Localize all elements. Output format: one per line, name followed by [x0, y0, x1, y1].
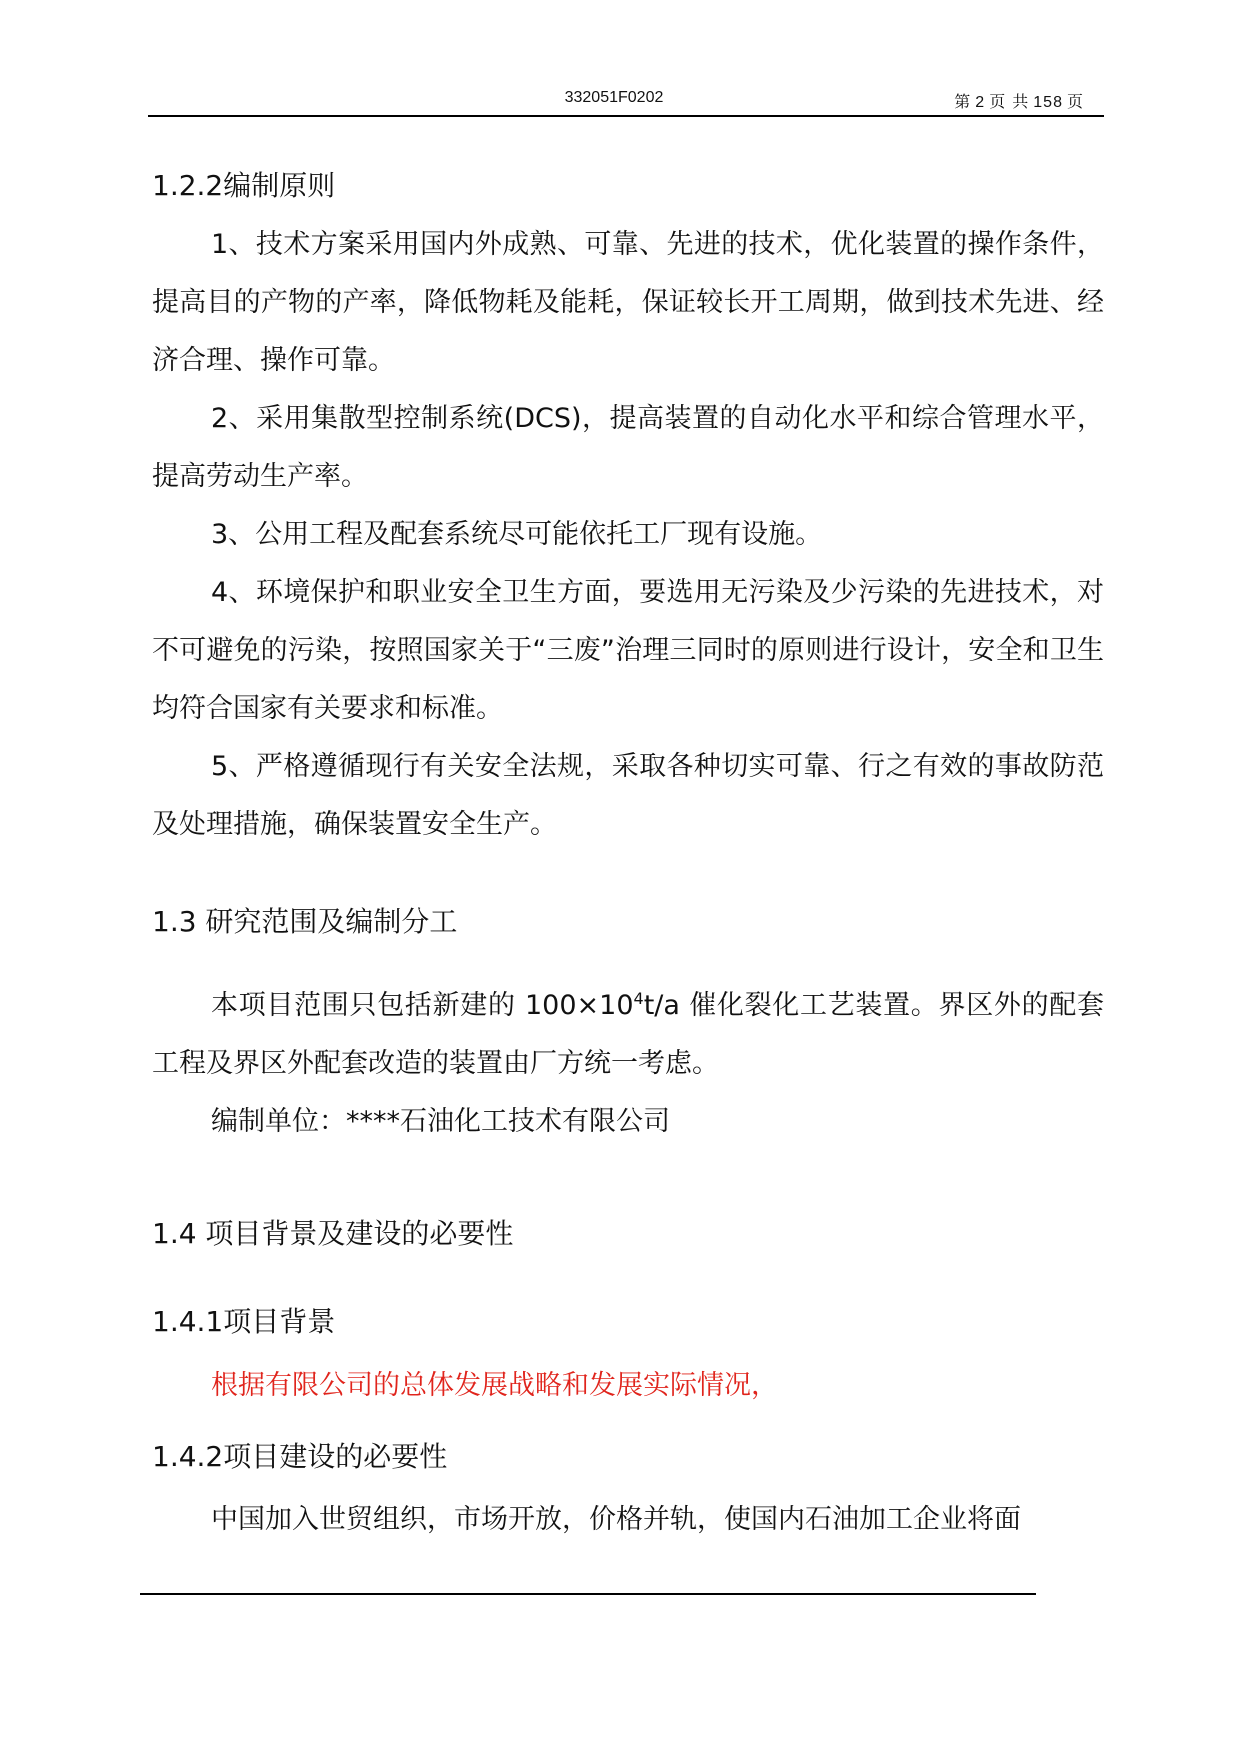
section-1-3-body — [152, 977, 1104, 1151]
section-1-3-title: 1.3 研究范围及编制分工 — [152, 905, 458, 938]
principle-item-1: 1、技术方案采用国内外成熟、可靠、先进的技术，优化装置的操作条件，提高目的产物的产率，降低物耗及能耗，保证较长开工周期，做到技术先进、经济合理、操作可靠。 — [152, 229, 1104, 376]
page-total: 158 — [1033, 94, 1063, 111]
section-1-2-2-title: 1.2.2编制原则 — [152, 169, 336, 202]
section-1-4-1-body — [152, 1357, 1104, 1415]
principle-item-5: 5、严格遵循现行有关安全法规，采取各种切实可靠、行之有效的事故防范及处理措施，确保装置安全生产。 — [152, 751, 1104, 840]
section-1-4-2-body — [152, 1491, 1104, 1549]
footer-rule — [140, 1593, 1036, 1595]
section-1-4-2-title: 1.4.2项目建设的必要性 — [152, 1440, 448, 1473]
principle-item-2: 2、采用集散型控制系统(DCS)，提高装置的自动化水平和综合管理水平，提高劳动生产率。 — [152, 403, 1104, 492]
page-number: 2 — [975, 94, 986, 111]
principle-item-4: 4、环境保护和职业安全卫生方面，要选用无污染及少污染的先进技术，对不可避免的污染，按照国家关于“三废”治理三同时的原则进行设计，安全和卫生均符合国家有关要求和标准。 — [152, 577, 1104, 724]
necessity-text: 中国加入世贸组织，市场开放，价格并轨，使国内石油加工企业将面 — [211, 1504, 1021, 1535]
background-text: 根据有限公司的总体发展战略和发展实际情况， — [211, 1370, 778, 1401]
page-header — [148, 87, 1104, 117]
page-counter: 第 2 页 共 158 页 — [954, 92, 1084, 111]
scope-paragraph: 本项目范围只包括新建的 $100\times 10^4t/a$ 催化裂化工艺装置。界区外的配套工程及界区外配套改造的装置由厂方统一考虑。 — [152, 989, 1104, 1079]
compiling-unit: 编制单位：****石油化工技术有限公司 — [211, 1106, 670, 1137]
principles-list — [152, 216, 1104, 854]
section-1-4-title: 1.4 项目背景及建设的必要性 — [152, 1217, 514, 1250]
document-code: 332051F0202 — [564, 89, 664, 106]
section-1-4-1-title: 1.4.1项目背景 — [152, 1305, 336, 1338]
principle-item-3: 3、公用工程及配套系统尽可能依托工厂现有设施。 — [211, 519, 823, 550]
